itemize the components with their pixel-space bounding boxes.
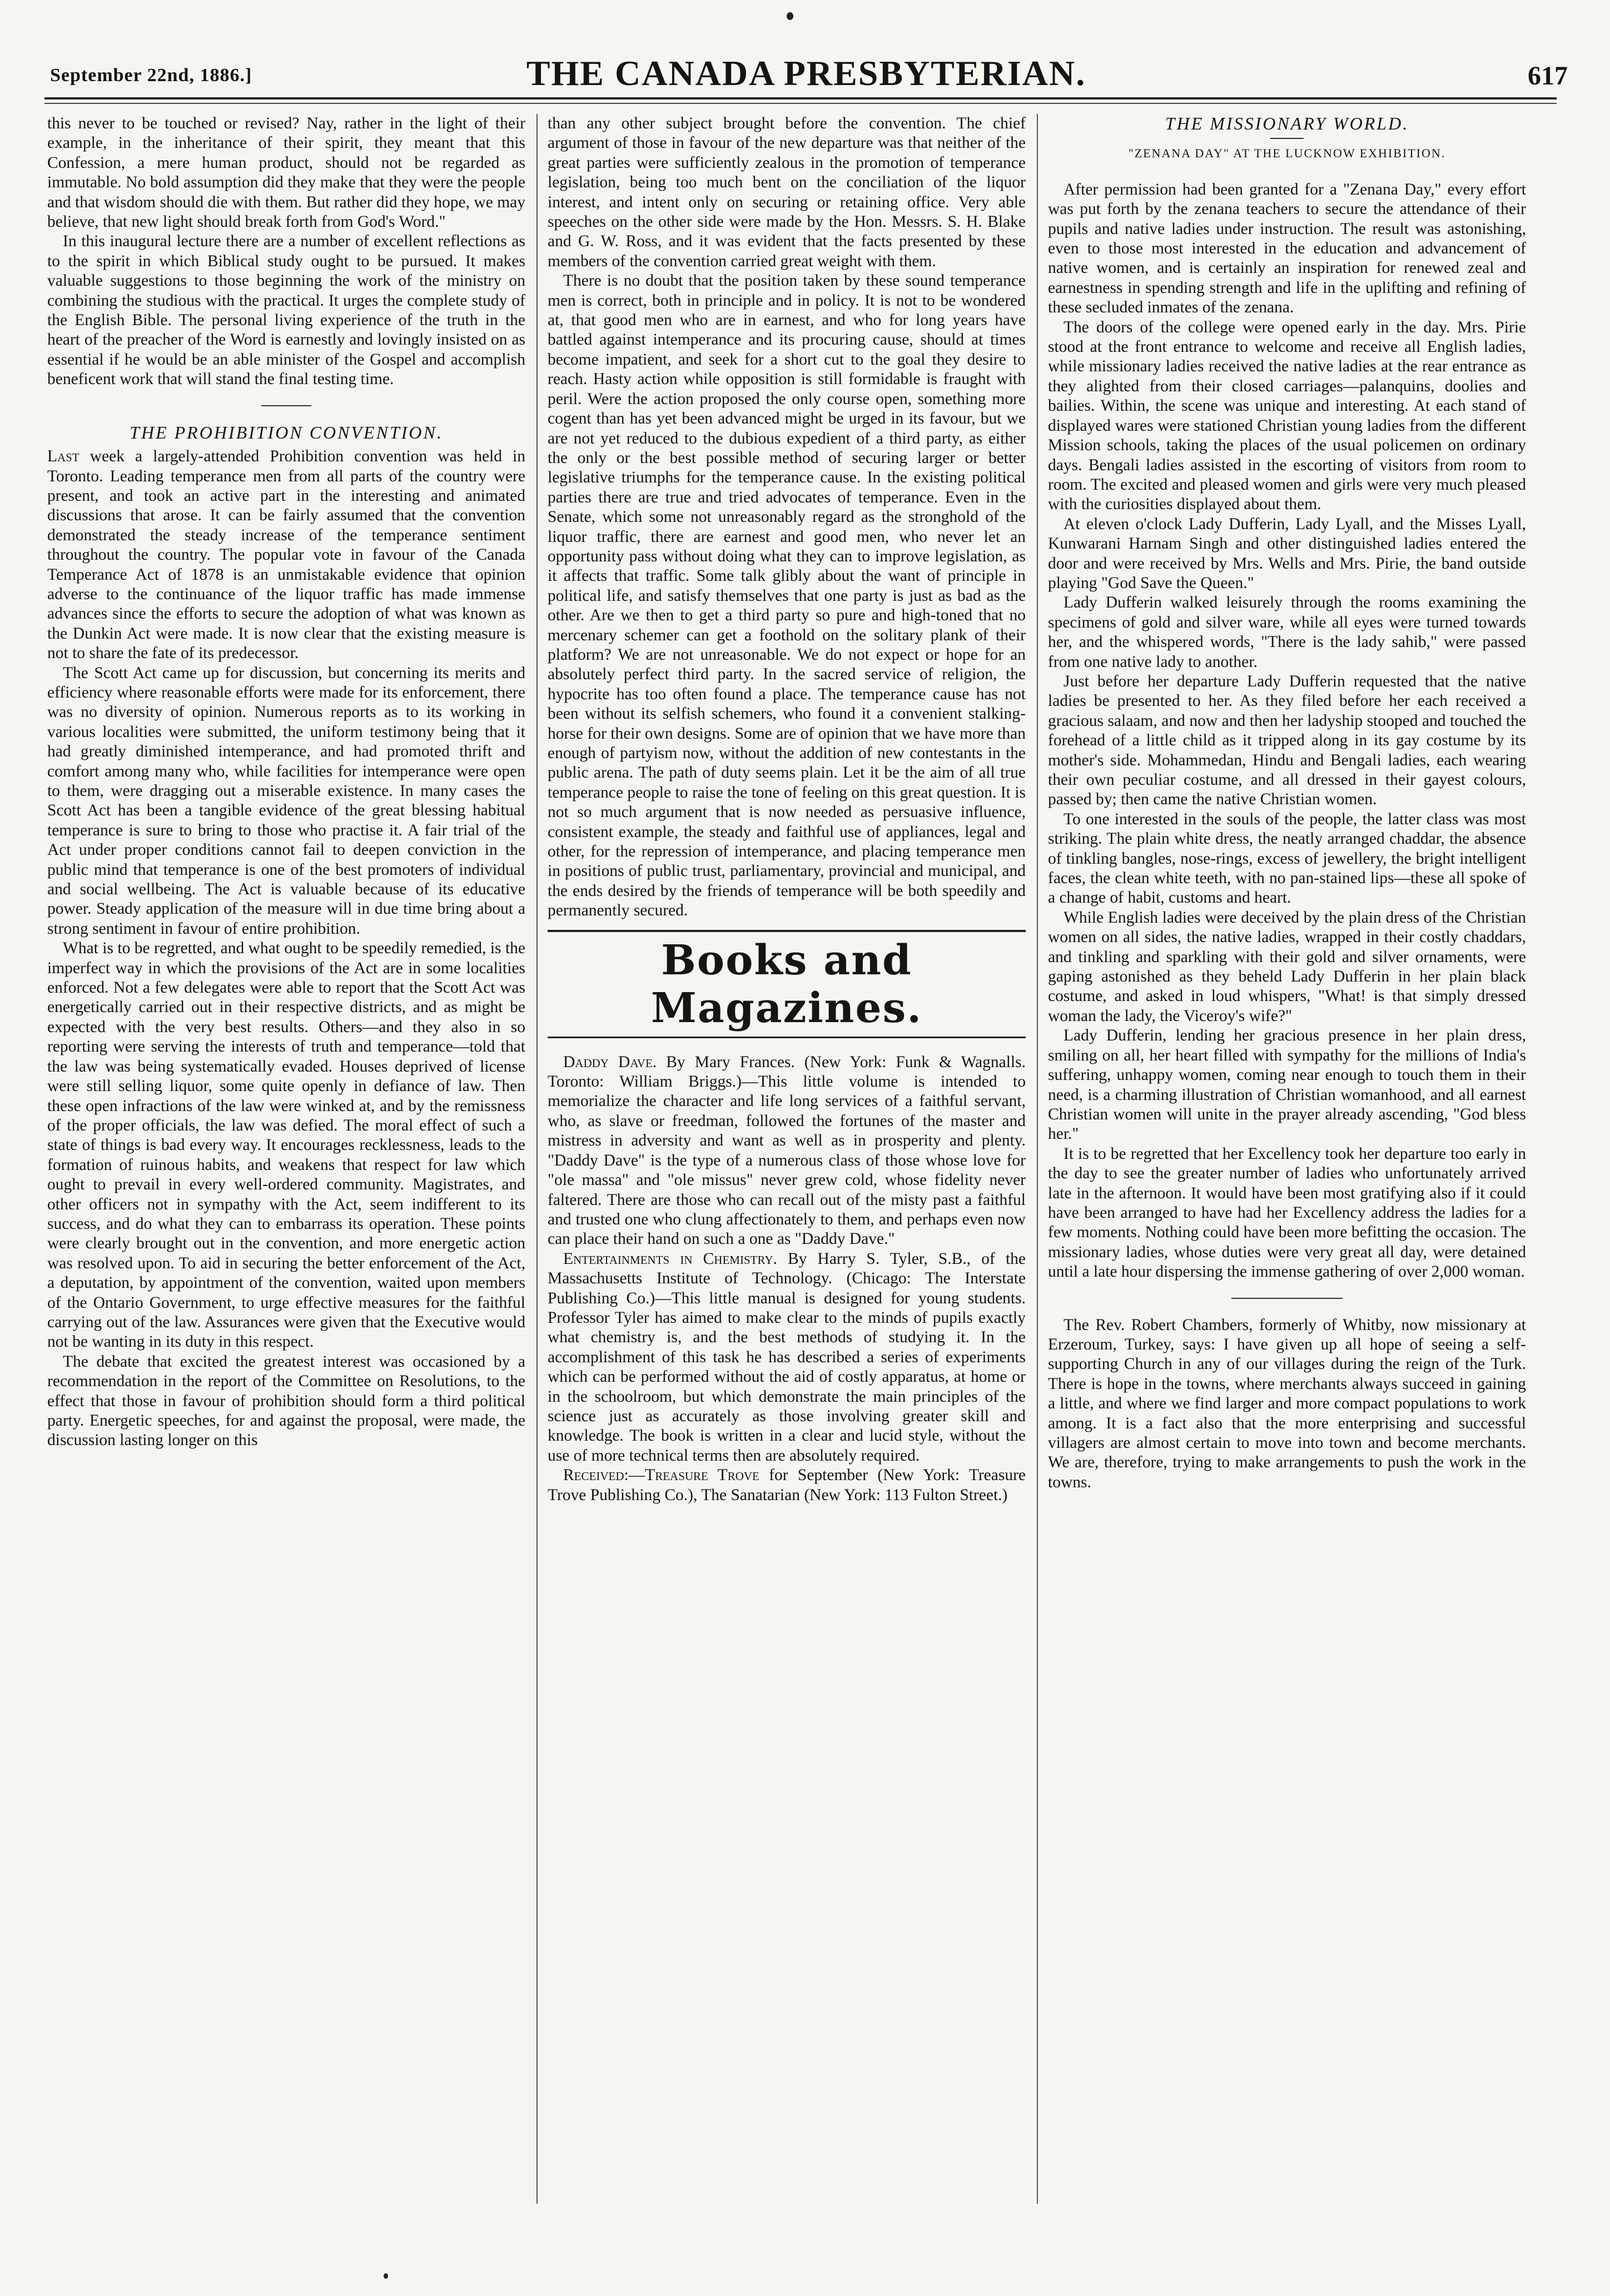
paragraph: In this inaugural lecture there are a number of excellent reflections as to the spirit in which Biblical study ought to be pursued. It makes valuable suggestions to those beginning the work of the ministry on combining the studious with the practical. It urges the complete study of the English Bible. The personal living experience of the truth in the heart of the preacher of the Word is earnestly and lovingly insisted on as essential if he would be an able minister of the Gospel and accomplish beneficent work that will stand the final testing time.: [47, 232, 525, 389]
column-middle: [548, 114, 1026, 2270]
review-body: By Harry S. Tyler, S.B., of the Massachusetts Institute of Technology. (Chicago: The Interstate Publishing Co.)—This little manual is designed for young students. Professor Tyler has aimed to make clear to the minds of pupils exactly what chemistry is, and the best methods of studying it. In the accomplishment of this task he has described a series of experiments which can be performed without the aid of costly apparatus, at home or in the schoolroom, but which demonstrate the main principles of the science just as accurately as those involving greater skill and knowledge. The book is written in a clear and lucid style, without the use of more technical terms then are absolutely required.: [548, 1249, 1026, 1465]
publication-title: THE CANADA PRESBYTERIAN.: [526, 53, 1086, 93]
paragraph: than any other subject brought before the convention. The chief argument of those in favour of the new departure was that neither of the great parties were sufficiently zealous in the promotion of temperance legislation, being too much bent on the conciliation of the liquor interest, and intent only on securing or retaining office. Very able speeches on the other side were made by the Hon. Messrs. S. H. Blake and G. W. Ross, and it was evident that the facts presented by these members of the convention carried great weight with them.: [548, 114, 1026, 270]
received-lead: Received:—Treasure Trove: [563, 1466, 759, 1485]
section-divider: [261, 405, 311, 406]
issue-date: September 22nd, 1886.]: [50, 65, 252, 86]
review-body: By Mary Frances. (New York: Funk & Wagnalls. Toronto: William Briggs.)—This little volume is intended to memorialize the character and life long services of a faithful servant, who, as slave or freedman, followed the fortunes of the master and mistress in adversity and want as well as in prosperity and plenty. "Daddy Dave" is the type of a numerous class of those whose love for "ole massa" and "ole missus" never grew cold, whose fidelity never faltered. There are those who can recall out of the misty past a faithful and trusted one who clung affectionately to them, and perhaps even now can place their hand on such a one as "Daddy Dave.": [548, 1053, 1026, 1248]
header-rule: [44, 97, 1557, 99]
column-divider-2: [1037, 114, 1038, 2204]
received-notice: [548, 1466, 1026, 1505]
paragraph: It is to be regretted that her Excellency took her departure too early in the day to see the greater number of ladies who unfortunately arrived late in the afternoon. It would have been most gratifying also if it could have been arranged to have had her Excellency address the ladies for a few moments. Nothing could have been more befitting the occasion. The missionary ladies, whose duties were very great all day, were detained until a late hour dispersing the immense gathering of over 2,000 woman.: [1048, 1144, 1526, 1281]
top-ink-dot: [787, 12, 793, 20]
books-section-banner: [548, 930, 1026, 1038]
paragraph: Lady Dufferin walked leisurely through the rooms examining the specimens of gold and silver ware, while all eyes were turned towards her, and the whispered words, "There is the lady sahib," were passed from one native lady to another.: [1048, 594, 1526, 671]
paragraph: Just before her departure Lady Dufferin requested that the native ladies be presented to her. As they filed before her each received a gracious salaam, and now and then her ladyship stooped and touched the forehead of a little child as it tripped along in its gay costume by its mother's side. Mohammedan, Hindu and Bengali ladies, each wearing their own peculiar costume, and all dressed in their gayest colours, passed by; then came the native Christian women.: [1048, 672, 1526, 809]
lead-word: Last: [47, 447, 79, 466]
article-subtitle: "ZENANA DAY" AT THE LUCKNOW EXHIBITION.: [1128, 146, 1446, 161]
section-title-prohibition: THE PROHIBITION CONVENTION.: [130, 422, 443, 442]
paragraph: The Scott Act came up for discussion, but concerning its merits and efficiency where reasonable efforts were made for its enforcement, there was no diversity of opinion. Numerous reports as to its working in various localities were submitted, the uniform testimony being that it had greatly diminished intemperance, and had promoted thrift and comfort among many who, while facilities for intemperance were open to them, were dragging out a miserable existence. In many cases the Scott Act has been a tangible evidence of the great blessing habitual temperance is sure to bring to those who practise it. A fair trial of the Act under proper conditions cannot fail to deepen conviction in the public mind that temperance is one of the best promoters of individual and social wellbeing. The Act is valuable because of its educative power. Steady application of the measure will in due time bring about a strong sentiment in favour of entire prohibition.: [47, 664, 525, 938]
paragraph: At eleven o'clock Lady Dufferin, Lady Lyall, and the Misses Lyall, Kunwarani Harnam Singh and other distinguished ladies entered the door and were received by Mrs. Wells and Mrs. Pirie, the band outside playing "God Save the Queen.": [1048, 515, 1526, 592]
received-body: for September (New York: Treasure Trove Publishing Co.), The Sanatarian (New York: 113 Fulton Street.): [548, 1466, 1026, 1504]
column-divider-1: [536, 114, 538, 2204]
page-number: 617: [1528, 61, 1568, 91]
paragraph: What is to be regretted, and what ought to be speedily remedied, is the imperfect way in which the provisions of the Act are in some localities enforced. Not a few delegates were able to report that the Scott Act was energetically carried out in their respective districts, and as might be expected with the very best results. Others—and they also in so reporting were serving the interests of truth and temperance—told that the law was being systematically evaded. Houses deprived of license were still selling liquor, some quite openly in defiance of law. Then these open infractions of the law were winked at, and by the remissness of the proper officials, the law was defied. The moral effect of such a state of things is bad every way. It encourages recklessness, leads to the formation of ruinous habits, and weakens that respect for law which ought to prevail in every well-ordered community. Magistrates, and other officers not in sympathy with the Act, seem indifferent to its success, and do what they can to embarrass its operation. These points were clearly brought out in the convention, and more energetic action was resolved upon. To aid in securing the better enforcement of the Act, a deputation, by appointment of the convention, waited upon members of the Ontario Government, to urge effective measures for the faithful carrying out of the law. Assurances were given that the Executive would not be wanting in its duty in this respect.: [47, 939, 525, 1351]
paragraph: this never to be touched or revised? Nay, rather in the light of their example, in the inheritance of their spirit, they meant that this Confession, a mere human product, should not be regarded as immutable. No bold assumption did they make that they were the people and that wisdom should die with them. But rather did they hope, we may believe, that new light should break forth from God's Word.": [47, 114, 525, 231]
paragraph: The debate that excited the greatest interest was occasioned by a recommendation in the report of the Committee on Resolutions, to the effect that those in favour of prohibition should form a third political party. Energetic speeches, for and against the proposal, were made, the discussion lasting longer on this: [47, 1352, 525, 1450]
bottom-ink-dot: [384, 2273, 388, 2279]
running-head: [39, 53, 1573, 97]
review-title: Entertainments in Chemistry.: [563, 1249, 777, 1268]
book-review: [548, 1053, 1026, 1249]
book-review: [548, 1249, 1026, 1466]
section-title-books: Books and Magazines.: [651, 936, 922, 1032]
paragraph: The doors of the college were opened early in the day. Mrs. Pirie stood at the front entrance to welcome and receive all English ladies, while missionary ladies received the native ladies at the rear entrance as they alighted from their closed carriages—palanquins, doolies and bailies. Within, the scene was unique and interesting. At each stand of displayed wares were stationed Christian young ladies from the different Mission schools, taking the places of the usual policemen on ordinary days. Bengali ladies assisted in the escorting of visitors from room to room. The excited and pleased women and girls were very much pleased with the curiosities displayed about them.: [1048, 318, 1526, 514]
paragraph-body: week a largely-attended Prohibition convention was held in Toronto. Leading temperance men from all parts of the country were present, and took an active part in the interesting and animated discussions that arose. It can be fairly assumed that the convention demonstrated the steady increase of the temperance sentiment throughout the country. The popular vote in favour of the Canada Temperance Act of 1878 is an unmistakable evidence that opinion adverse to the continuance of the liquor traffic has made immense advances since the efforts to secure the adoption of what was known as the Dunkin Act were made. It is now clear that the existing measure is not to share the fate of its predecessor.: [47, 447, 525, 663]
section-title-missionary: THE MISSIONARY WORLD.: [1165, 114, 1409, 133]
item-divider: [1231, 1298, 1343, 1299]
title-divider: [1270, 138, 1304, 139]
paragraph: The Rev. Robert Chambers, formerly of Whitby, now missionary at Erzeroum, Turkey, says: I have given up all hope of seeing a self-supporting Church in any of our villages during the reign of the Turk. There is hope in the towns, where merchants always succeed in gaining a little, and where we find larger and more compact populations to work among. It is a fact also that the more enterprising and successful villagers are almost certain to move into town and become merchants. We are, therefore, trying to make arrangements to push the work in the towns.: [1048, 1316, 1526, 1491]
header-rule-secondary: [44, 103, 1557, 104]
paragraph: [47, 447, 525, 663]
column-right: [1048, 114, 1526, 2270]
paragraph: After permission had been granted for a "Zenana Day," every effort was put forth by the zenana teachers to secure the attendance of their pupils and native ladies under instruction. The result was astonishing, even to those most interested in the education and advancement of native women, and is certainly an inspiration for renewed zeal and earnestness in spending strength and life in the uplifting and refining of these secluded inmates of the zenana.: [1048, 180, 1526, 317]
paragraph: While English ladies were deceived by the plain dress of the Christian women on all sides, the native ladies, wrapped in their costly chaddars, and tinkling and sparkling with their gold and silver ornaments, were gaping astonished as they beheld Lady Dufferin in her plain black costume, and asked in loud whispers, "What! is that simply dressed woman the lady, the Viceroy's wife?": [1048, 908, 1526, 1025]
column-left: [47, 114, 525, 2270]
paragraph: Lady Dufferin, lending her gracious presence in her plain dress, smiling on all, her heart filled with sympathy for the millions of India's suffering, unhappy women, coming near enough to touch them in their need, is a charming illustration of Christian womanhood, and all earnest Christian women will unite in the prayer already ascending, "God bless her.": [1048, 1027, 1526, 1143]
paragraph: There is no doubt that the position taken by these sound temperance men is correct, both in principle and in policy. It is not to be wondered at, that good men who are in earnest, and who for long years have battled against intemperance and its procuring cause, should at times become impatient, and seek for a short cut to the goal they desire to reach. Hasty action while opposition is still formidable is fraught with peril. Were the action proposed the only course open, something more cogent than has yet been advanced might be urged in its favour, but we are not yet reduced to the dubious expedient of a third party, as either the only or the best possible method of securing larger or better legislative triumphs for the temperance cause. In the existing political parties there are true and tried advocates of temperance. Even in the Senate, which some not unreasonably regard as the stronghold of the liquor traffic, there are earnest and good men, who never let an opportunity pass without doing what they can to improve legislation, as it affects that traffic. Some talk glibly about the want of principle in political life, and satisfy themselves that one party is just as bad as the other. Are we then to get a third party so pure and high-toned that no mercenary schemer can get a foothold on the solitary plank of their platform? We are not unreasonable. We do not expect or hope for an absolutely perfect third party. In the sacred service of religion, the hypocrite has too often found a place. The temperance cause has not been without its selfish schemers, who found it a convenient stalking-horse for their own designs. Some are of opinion that we have more than enough of partyism now, without the addition of new contestants in the public arena. The path of duty seems plain. Let it be the aim of all true temperance people to raise the tone of feeling on this great question. It is not so much argument that is now needed as persuasive influence, consistent example, the steady and faithful use of appliances, legal and other, for the repression of intemperance, and placing temperance men in positions of public trust, parliamentary, provincial and municipal, and the ends desired by the friends of temperance will be both speedily and permanently secured.: [548, 272, 1026, 920]
paragraph: To one interested in the souls of the people, the latter class was most striking. The plain white dress, the neatly arranged chaddar, the absence of tinkling bangles, nose-rings, excess of jewellery, the bright intelligent faces, the clean white teeth, with no pan-stained lips—these all spoke of a change of habit, customs and heart.: [1048, 810, 1526, 907]
review-title: Daddy Dave.: [563, 1053, 657, 1071]
